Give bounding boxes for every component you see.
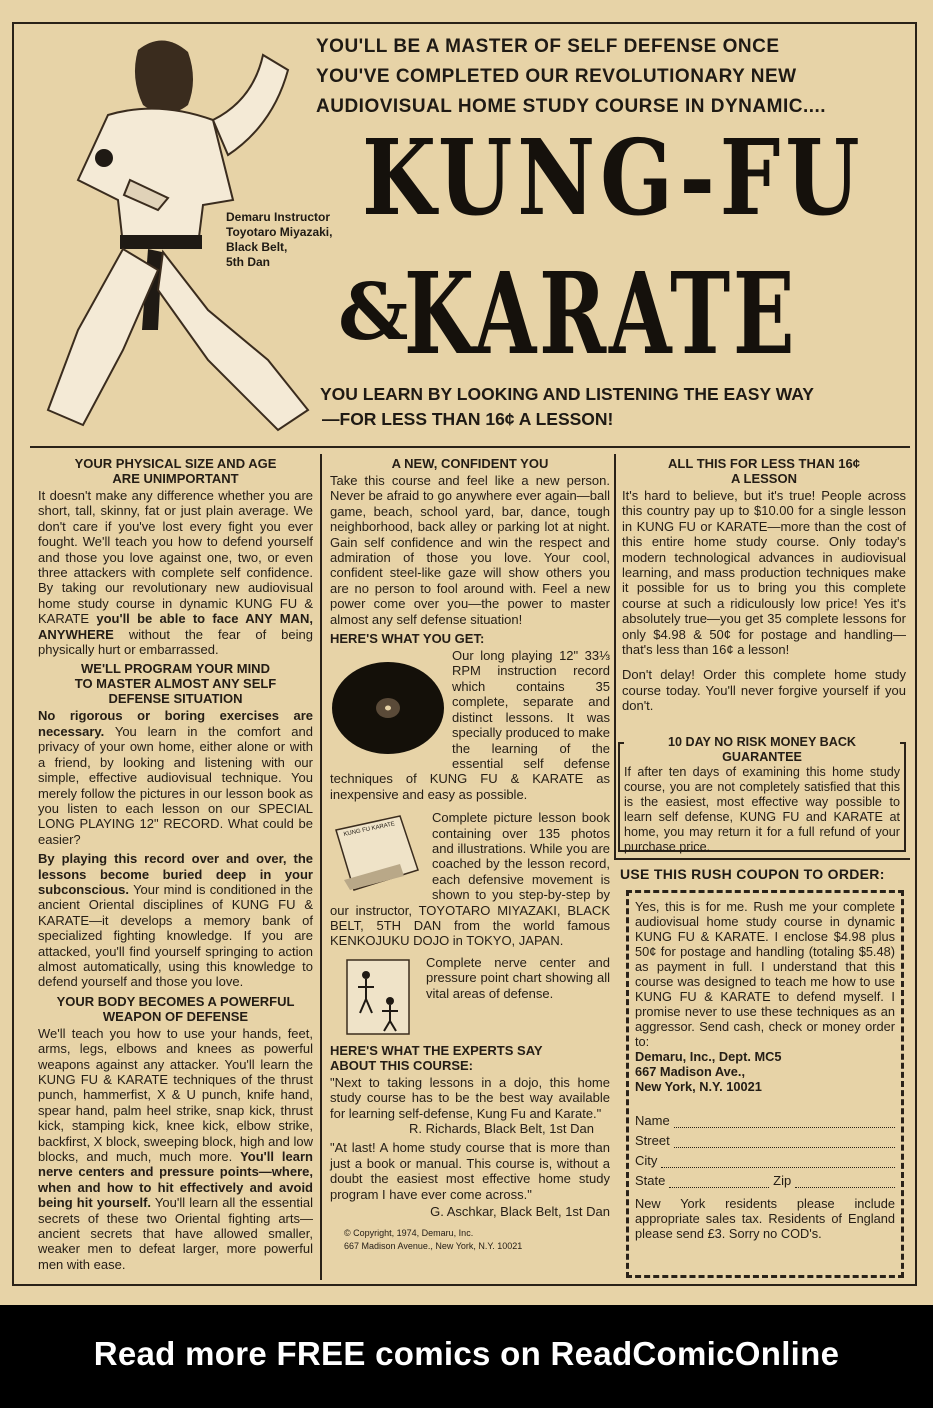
address-line: Demaru, Inc., Dept. MC5	[635, 1049, 782, 1064]
heading-line: WE'LL PROGRAM YOUR MIND	[81, 661, 270, 677]
column-divider	[320, 454, 322, 1280]
heading-line: A LESSON	[731, 471, 797, 486]
quote: "Next to taking lessons in a dojo, this home study course has to be the best way available for learning self-defense, Kung Fu and Karate."	[330, 1074, 610, 1121]
coupon-title: USE THIS RUSH COUPON TO ORDER:	[620, 866, 885, 882]
section-heading: HERE'S WHAT YOU GET:	[330, 631, 485, 647]
street-field[interactable]	[635, 1133, 895, 1148]
text-bold: You'll learn nerve centers and pressure points—where, when and how to hit effectively and avoid being hit yourself.	[38, 1149, 313, 1211]
headline-line: YOU'LL BE A MASTER OF SELF DEFENSE ONCE	[316, 36, 780, 57]
record-icon	[330, 650, 446, 766]
paragraph: Take this course and feel like a new person. Never be afraid to go anywhere ever again—ball game, beach, school yard, bar, dance, tough neighborhood, back alley or parking lot at night. Gain self confidence and win the respect and admiration of those you love. Your cool, confident steel-like gaze will show others you are no person to fool around with. Feel a new power come over you—the power to master almost any self defense situation!	[330, 473, 610, 627]
headline	[316, 32, 916, 122]
column-right	[622, 452, 906, 718]
paragraph	[38, 851, 313, 990]
title-ampersand: &	[338, 267, 409, 358]
quote-attribution: G. Aschkar, Black Belt, 1st Dan	[430, 1204, 610, 1220]
section-heading	[622, 456, 906, 486]
address-line: New York, N.Y. 10021	[635, 1079, 762, 1094]
copyright	[330, 1227, 610, 1253]
subhead-line: —FOR LESS THAN 16¢ A LESSON!	[322, 409, 614, 429]
lesson-book-icon	[330, 810, 422, 898]
field-label: State	[635, 1173, 666, 1188]
caption-line: Demaru Instructor	[226, 210, 331, 224]
section-heading	[38, 456, 313, 486]
field-line[interactable]	[674, 1115, 895, 1128]
tax-note: New York residents please include appropriate sales tax. Residents of England please send £3. Sorry no COD's.	[635, 1196, 895, 1241]
text-bold: you'll be able to face ANY MAN, ANYWHERE	[38, 611, 313, 642]
paragraph	[330, 810, 610, 949]
caption-line: 5th Dan	[226, 255, 271, 269]
address-line: 667 Madison Ave.,	[635, 1064, 745, 1079]
guarantee-title-line: GUARANTEE	[722, 750, 802, 764]
divider	[30, 446, 910, 448]
section-heading	[330, 1037, 610, 1073]
money-back-guarantee	[618, 735, 906, 854]
paragraph	[38, 1026, 313, 1273]
subhead-line: YOU LEARN BY LOOKING AND LISTENING THE EASY WAY	[320, 384, 814, 404]
column-left	[38, 452, 313, 1276]
quote: "At last! A home study course that is more than just a book or manual. This course is, without a doubt the easiest most effective home study program I have ever come across."	[330, 1140, 610, 1202]
caption-line: Black Belt,	[226, 240, 288, 254]
title-karate: KARATE	[404, 249, 798, 380]
photo-caption	[226, 210, 356, 270]
order-coupon[interactable]	[626, 890, 904, 1278]
column-middle	[330, 452, 610, 1253]
guarantee-title	[624, 735, 900, 765]
divider	[614, 858, 910, 860]
headline-line: YOU'VE COMPLETED OUR REVOLUTIONARY NEW	[316, 66, 797, 87]
guarantee-text: If after ten days of examining this home study course, you are not completely satisfied that this is the easiest, most effective way possible to learn self defense, KUNG FU and KARATE at home, you may return it for a full refund of your purchase price.	[624, 765, 900, 854]
heading-line: TO MASTER ALMOST ANY SELF	[74, 676, 277, 692]
text: We'll teach you how to use your hands, feet, arms, legs, elbows and knees as powerful weapons against any attacker. You'll learn the KUNG FU & KARATE techniques of the thrust punch, hammerfist, X & U punch, knife hand, spear hand, palm heel strike, snap kick, thrust kick, stamping kick, knee kick, elbow strike, backfirst, X block, sweeping block, high and low blocks, and much, much more.	[38, 1025, 313, 1165]
state-zip-field[interactable]	[635, 1173, 895, 1188]
text: You'll learn all the essential secrets of these two Oriental fighting arts—ancient secrets that have allowed smaller, weaker men to defeat larger, more powerful men with ease.	[38, 1195, 313, 1272]
text-bold: No rigorous or boring exercises are necessary.	[38, 708, 313, 739]
field-label: Street	[635, 1133, 670, 1148]
section-heading: A NEW, CONFIDENT YOU	[391, 456, 549, 471]
field-line[interactable]	[674, 1135, 895, 1148]
title-kung-fu: KUNG-FU	[362, 116, 865, 239]
text: Complete picture lesson book containing over 135 photos and illustrations. While you are coached by the lesson record, each defensive movement is shown to you step-by-step by our instructor, TOYOTARO MIYAZAKI, BLACK BELT, 5TH DAN from the world famous KENKOJUKU DOJO in TOKYO, JAPAN.	[330, 810, 610, 949]
section-heading	[38, 661, 313, 706]
text: You learn in the comfort and privacy of your own home, either alone or with a friend, by looking and listening with our simple, effective audiovisual technique. You merely follow the pictures in our lesson book as you listen to each lesson on our SPECIAL LONG PLAYING 12" RECORD. What could be easier?	[38, 723, 313, 847]
text: It doesn't make any difference whether you are short, tall, skinny, fat or just plain average. We don't care if you've lost every fight you ever fought. We'll teach you how to defend yourself and those you love against one, two, or even three attackers with complete self confidence. By taking our revolutionary new audiovisual home study course in dynamic KUNG FU & KARATE	[38, 488, 313, 627]
site-banner[interactable]	[0, 1305, 933, 1408]
pressure-point-chart-icon	[346, 959, 410, 1035]
field-line[interactable]	[669, 1175, 769, 1188]
paragraph	[330, 955, 610, 1001]
mailing-address	[635, 1049, 895, 1094]
banner-link[interactable]: Read more FREE comics on ReadComicOnline	[93, 1335, 840, 1372]
field-label: Zip	[773, 1173, 792, 1188]
heading-line: DEFENSE SITUATION	[108, 691, 243, 707]
city-field[interactable]	[635, 1153, 895, 1168]
paragraph	[38, 708, 313, 847]
name-field[interactable]	[635, 1113, 895, 1128]
text: Our long playing 12" 33⅓ RPM instruction record which contains 35 complete, separate and distinct lessons. It was specially produced to make the learning of the essential self defense techniques of KUNG FU & KARATE as inexpensive and easy as possible.	[330, 648, 610, 802]
paragraph	[330, 648, 610, 802]
caption-line: Toyotaro Miyazaki,	[226, 225, 333, 239]
paragraph	[38, 488, 313, 657]
subhead	[320, 382, 920, 432]
heading-line: ALL THIS FOR LESS THAN 16¢	[668, 456, 860, 471]
paragraph: Don't delay! Order this complete home study course today. You'll never forgive yourself if you don't.	[622, 667, 906, 714]
text: Your mind is conditioned in the ancient Oriental disciplines of KUNG FU & KARATE—it develops a memory bank of specialized fighting knowledge. If you are attacked, you'll find yourself springing to action almost automatically, using this knowledge to defend yourself and those you love.	[38, 881, 313, 990]
heading-line: ARE UNIMPORTANT	[112, 471, 239, 486]
heading-line: HERE'S WHAT THE EXPERTS SAY	[330, 1042, 543, 1058]
column-divider	[614, 454, 616, 858]
heading-line: WEAPON OF DEFENSE	[102, 1008, 249, 1024]
booklet-label: KUNG FU KARATE	[343, 821, 396, 839]
copyright-line: © Copyright, 1974, Demaru, Inc.	[344, 1228, 474, 1239]
heading-line: YOUR BODY BECOMES A POWERFUL	[56, 993, 295, 1009]
headline-line: AUDIOVISUAL HOME STUDY COURSE IN DYNAMIC....	[316, 96, 827, 117]
field-label: Name	[635, 1113, 670, 1128]
field-line[interactable]	[795, 1175, 895, 1188]
guarantee-title-line: 10 DAY NO RISK MONEY BACK	[667, 735, 857, 749]
text: without the fear of being physically hurt or embarrassed.	[38, 626, 313, 658]
field-label: City	[635, 1153, 658, 1168]
quote-attribution: R. Richards, Black Belt, 1st Dan	[409, 1121, 594, 1136]
coupon-text: Yes, this is for me. Rush me your complete audiovisual home study course in dynamic KUNG FU & KARATE. I enclose $4.98 plus 50¢ for postage and handling (totaling $5.48) as payment in full. I understand that this course was designed to teach me how to use KUNG FU & KARATE to defend myself. I promise never to use these techniques as an aggressor. Send cash, check or money order to:	[635, 899, 895, 1049]
field-line[interactable]	[661, 1155, 895, 1168]
text-bold: By playing this record over and over, the lessons become buried deep in your subconscious.	[38, 851, 313, 897]
text: Complete nerve center and pressure point chart showing all vital areas of defense.	[426, 954, 610, 1001]
heading-line: ABOUT THIS COURSE:	[330, 1057, 473, 1073]
paragraph: It's hard to believe, but it's true! People across this country pay up to $10.00 for a single lesson in KUNG FU or KARATE—more than the cost of this entire home study course. Only today's modern technological advances in audiovisual learning, and mass production techniques make it possible for us to bring you this complete course at such a ridiculously low price! Yes it's absolutely true—you get 35 complete lessons for only $4.98 & 50¢ for postage and handling—that's less than 16¢ a lesson!	[622, 488, 906, 658]
copyright-line: 667 Madison Avenue., New York, N.Y. 10021	[344, 1241, 523, 1252]
heading-line: YOUR PHYSICAL SIZE AND AGE	[74, 456, 277, 471]
section-heading	[38, 994, 313, 1024]
